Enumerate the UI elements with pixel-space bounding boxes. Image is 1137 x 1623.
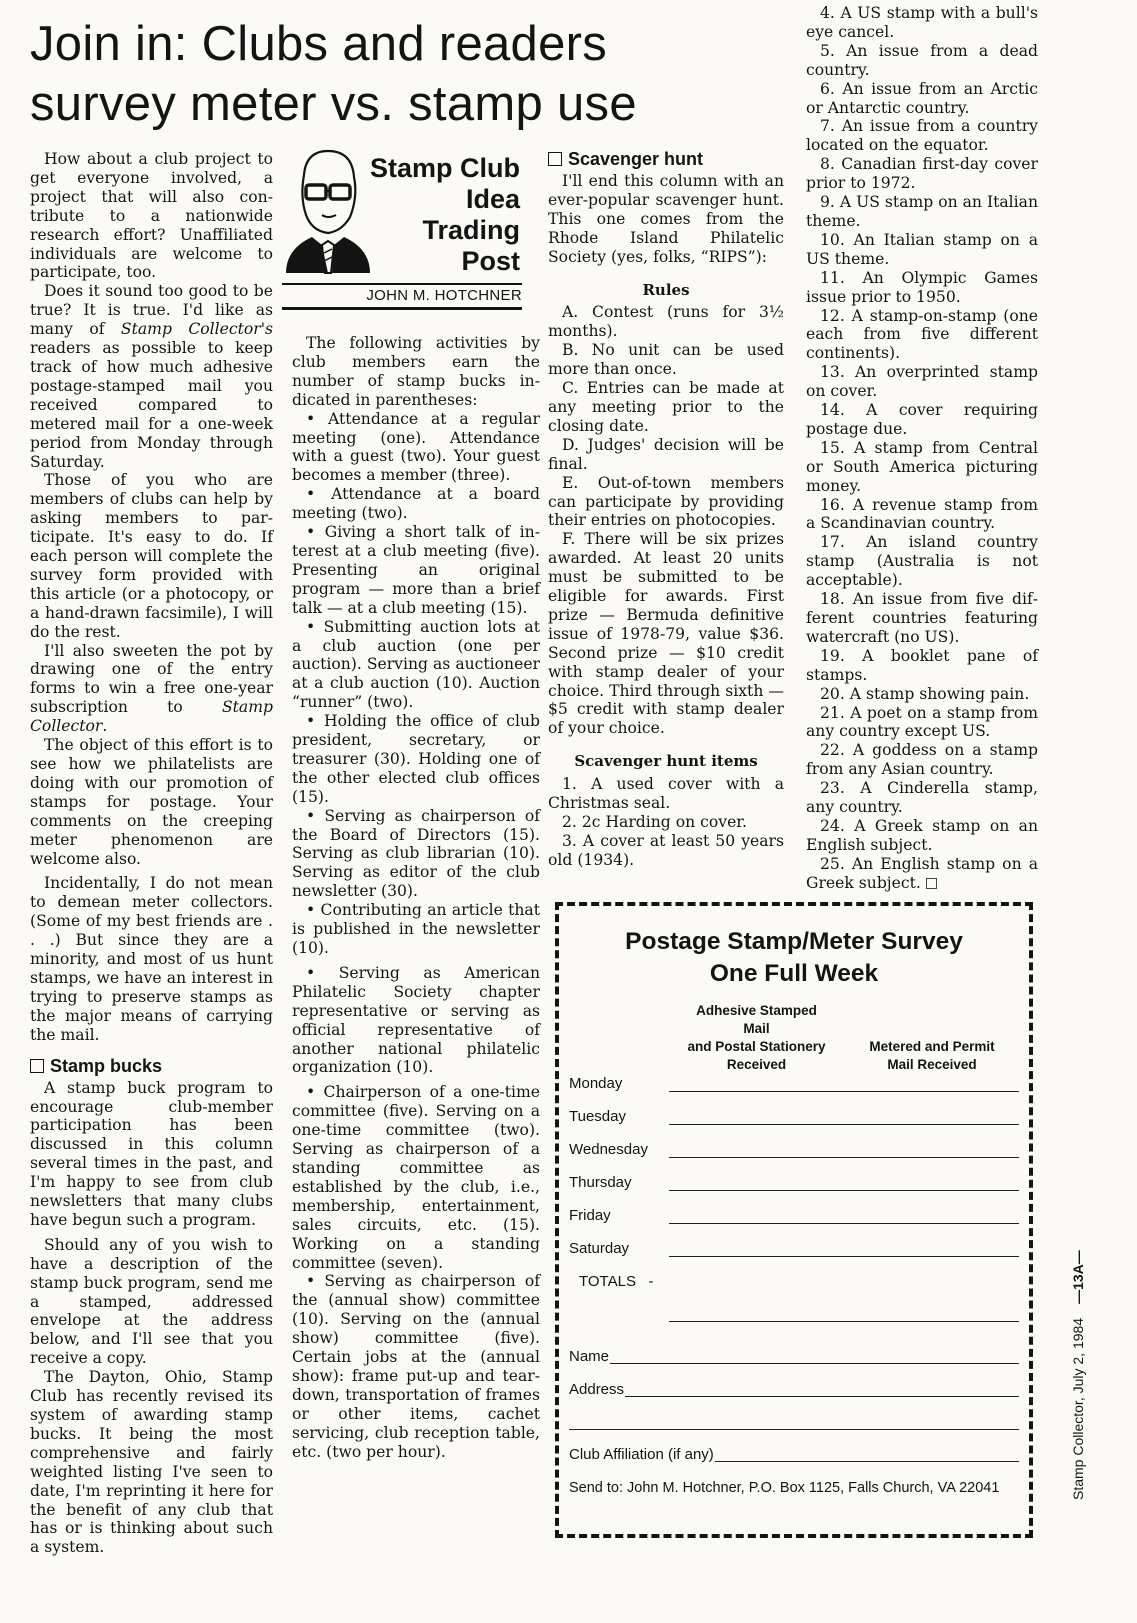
rule-item: F. There will be six prizes awarded. At least 20 units must be submitted to be eligible for awards. First prize — Bermuda definitive issue of 1978-79, value $36. Second prize — $10 credit with stamp dealer of your choice. Third through sixth — $5 credit with stamp dealer of your choice. <box>548 530 784 738</box>
bullet-item: • Serving as chairperson of the (annual show) committee (10). Serving on the (annual show) committee (five). Certain jobs at the (annual show): frame put-up and tear-down, transportation of frames or other items, cachet servicing, club reception table, etc. (two per hour). <box>292 1272 540 1461</box>
article-column-3 <box>548 149 784 870</box>
hunt-item: 17. An island country stamp (Australia is not acceptable). <box>806 533 1038 590</box>
rule-item: E. Out-of-town members can participate by providing their entries on photocopies. <box>548 473 784 530</box>
bullet-item: • Serving as chairperson of the Board of Directors (15). Serving as club librarian (10). Serving as editor of the club newsletter (30). <box>292 806 540 901</box>
entry-line <box>669 1256 1019 1258</box>
totals-row[interactable] <box>569 1298 1019 1324</box>
hunt-item: 6. An issue from an Arctic or Antarctic country. <box>806 79 1038 117</box>
bullet-item: • Giving a short talk of interest at a club meeting (five). Presenting an original program — more than a brief talk — at a club meeting (15). <box>292 523 540 617</box>
hunt-item: 18. An issue from five different countries featuring watercraft (no US). <box>806 590 1038 646</box>
headline <box>30 14 720 134</box>
bullet-item: • Serving as American Philatelic Society chapter representative or serving as official representative of another national philatelic organization (10). <box>292 963 540 1077</box>
bullet-item: • Chairperson of a one-time committee (five). Serving on a one-time committee (two). Serving as chairperson of a standing committee as established by the club, i.e., membership, entertainment, sales circuits, etc. (15). Working on a standing committee (seven). <box>292 1083 540 1272</box>
checkbox-bullet-icon <box>548 152 562 166</box>
hunt-item: 21. A poet on a stamp from any country except US. <box>806 703 1038 741</box>
hunt-item: 11. An Olympic Games issue prior to 1950. <box>806 268 1038 306</box>
hunt-item: 14. A cover requiring postage due. <box>806 401 1038 438</box>
send-to-address: Send to: John M. Hotchner, P.O. Box 1125, Falls Church, VA 22041 <box>569 1480 1000 1496</box>
headline-line-2: survey meter vs. stamp use <box>30 77 637 131</box>
entry-line <box>669 1124 1019 1126</box>
author-byline: JOHN M. HOTCHNER <box>366 287 522 304</box>
paragraph: I'll end this column with an ever-popular scavenger hunt. This one comes from the Rhode Island Philatelic Society (yes, folks, “RIPS”): <box>548 172 784 266</box>
paragraph: Incidentally, I do not mean to demean meter collectors. (Some of my best friends are . . .) But since they are a minority, and most of us hunt stamps, we have an interest in trying to preserve stamps as the major means of carrying the mail. <box>30 874 273 1044</box>
entry-line <box>669 1091 1019 1093</box>
bullet-item: • Contributing an article that is published in the newsletter (10). <box>292 901 540 957</box>
end-mark-icon <box>926 878 937 889</box>
items-heading: Scavenger hunt items <box>574 752 758 771</box>
name-field[interactable]: Name <box>569 1340 1019 1366</box>
survey-title: Postage Stamp/Meter Survey One Full Week <box>625 928 963 987</box>
rule-divider <box>282 307 522 310</box>
day-row-tuesday[interactable]: Tuesday <box>569 1101 1019 1127</box>
bullet-item: • Holding the office of club president, secretary, or treasurer (30). Holding one of the other elected club offices (15). <box>292 712 540 806</box>
page-folio <box>1070 1250 1086 1500</box>
article-column-4 <box>806 4 1038 893</box>
hunt-item: 25. An English stamp on a Greek subject. <box>806 854 1038 892</box>
rule-divider <box>282 283 522 285</box>
club-affiliation-field[interactable]: Club Affiliation (if any) <box>569 1438 1019 1464</box>
rules-heading: Rules <box>642 280 690 299</box>
day-row-monday[interactable]: Monday <box>569 1068 1019 1094</box>
entry-line <box>669 1321 1019 1323</box>
entry-line <box>669 1223 1019 1225</box>
column-header-metered: Metered and Permit Mail Received <box>869 1039 995 1072</box>
day-row-wednesday[interactable]: Wednesday <box>569 1134 1019 1160</box>
paragraph: A stamp buck program to encourage club-member participation has been discussed in this column several times in the past, and I'm happy to see from club newsletters that many clubs have begun such a program. <box>30 1078 273 1229</box>
article-column-1 <box>30 150 273 1557</box>
checkbox-bullet-icon <box>30 1059 44 1073</box>
author-portrait-icon <box>282 145 370 275</box>
hunt-item: 16. A revenue stamp from a Scandinavian country. <box>806 495 1038 533</box>
rule-item: B. No unit can be used more than once. <box>548 341 784 379</box>
hunt-item: 8. Canadian first-day cover prior to 1972. <box>806 155 1038 193</box>
hunt-item: 23. A Cinderella stamp, any country. <box>806 779 1038 817</box>
rule-item: A. Contest (runs for 3½ months). <box>548 303 784 341</box>
paragraph: I'll also sweeten the pot by drawing one of the entry forms to win a free one-year subscription to Stamp Collector. <box>30 641 273 736</box>
column-header-adhesive: Adhesive Stamped Mail and Postal Stationery Received <box>687 1003 826 1072</box>
address-field-line-2[interactable] <box>569 1406 1019 1432</box>
paragraph: The following activities by club members earn the number of stamp bucks indicated in parentheses: <box>292 334 540 409</box>
column-title: Stamp Club Idea Trading Post <box>369 153 520 276</box>
hunt-item: 20. A stamp showing pain. <box>820 684 1030 703</box>
hunt-item: 12. A stamp-on-stamp (one each from five different continents). <box>806 306 1038 363</box>
hunt-item: 9. A US stamp on an Italian theme. <box>806 193 1038 230</box>
bullet-item: • Attendance at a board meeting (two). <box>292 485 540 523</box>
paragraph: The object of this effort is to see how we philatelists are doing with our promotion of stamps for postage. Your comments on the creeping meter phenomenon are welcome also. <box>30 736 273 868</box>
hunt-item: 22. A goddess on a stamp from any Asian country. <box>806 741 1038 779</box>
hunt-item: 24. A Greek stamp on an English subject. <box>806 816 1038 854</box>
paragraph: How about a club project to get everyone involved, a project that will also contribute to a nationwide research effort? Unaffiliated individuals are welcome to participate, too. <box>30 150 273 282</box>
publication-name: Stamp Collector <box>30 698 273 736</box>
column-logo <box>282 145 540 310</box>
hunt-item: 15. A stamp from Central or South America picturing money. <box>806 438 1038 495</box>
hunt-item: 4. A US stamp with a bull's eye cancel. <box>806 4 1038 41</box>
headline-line-1: Join in: Clubs and readers <box>30 17 608 71</box>
hunt-item: 3. A cover at least 50 years old (1934). <box>548 831 784 869</box>
publication-date: Stamp Collector, July 2, 1984 <box>1070 1317 1086 1500</box>
paragraph: Does it sound too good to be true? It is true. I'd like as many of Stamp Collector's readers as possible to keep track of how much adhesive postage-stamped mail you received compared to metered mail for a one-week period from Monday through Saturday. <box>30 282 273 471</box>
publication-name: Stamp Collector's <box>120 320 273 339</box>
day-row-saturday[interactable]: Saturday <box>569 1233 1019 1259</box>
bullet-item: • Submitting auction lots at a club auction (one per auction). Serving as auctioneer at a club auction (10). Auction “runner” (two). <box>292 617 540 712</box>
entry-line <box>669 1190 1019 1192</box>
hunt-item: 10. An Italian stamp on a US theme. <box>806 230 1038 268</box>
hunt-item: 7. An issue from a country located on the equator. <box>806 117 1038 155</box>
section-heading-stamp-bucks: Stamp bucks <box>30 1055 273 1077</box>
hunt-item: 1. A used cover with a Christmas seal. <box>548 775 784 813</box>
section-heading-scavenger-hunt: Scavenger hunt <box>548 148 784 170</box>
hunt-item: 5. An issue from a dead country. <box>806 41 1038 79</box>
page-number: —13A— <box>1070 1250 1086 1304</box>
day-row-friday[interactable]: Friday <box>569 1200 1019 1226</box>
rule-item: C. Entries can be made at any meeting prior to the closing date. <box>548 379 784 435</box>
address-field[interactable]: Address <box>569 1373 1019 1399</box>
hunt-item: 13. An overprinted stamp on cover. <box>806 363 1038 401</box>
survey-column-headers <box>559 1002 1029 1076</box>
rule-item: D. Judges' decision will be final. <box>548 435 784 473</box>
bullet-item: • Attendance at a regular meeting (one). Attendance with a guest (two). Your guest becomes a member (three). <box>292 409 540 485</box>
paragraph: Those of you who are members of clubs can help by asking members to participate. It's easy to do. If each person will complete the survey form provided with this article (or a photocopy, or a hand-drawn facsimile), I will do the rest. <box>30 471 273 641</box>
day-row-thursday[interactable]: Thursday <box>569 1167 1019 1193</box>
article-column-2 <box>292 334 540 1461</box>
hunt-item: 19. A booklet pane of stamps. <box>806 646 1038 684</box>
hunt-item: 2. 2c Harding on cover. <box>562 813 747 831</box>
entry-line <box>669 1157 1019 1159</box>
paragraph: The Dayton, Ohio, Stamp Club has recently revised its system of awarding stamp bucks. It being the most comprehensive and fairly weighted listing I've seen to date, I'm reprinting it here for the benefit of any club that has or is thinking about such a system. <box>30 1368 273 1557</box>
totals-label: TOTALS - <box>579 1273 654 1290</box>
paragraph: Should any of you wish to have a description of the stamp buck program, send me a stamped, addressed envelope at the address below, and I'll see that you receive a copy. <box>30 1235 273 1368</box>
survey-form <box>555 902 1033 1538</box>
